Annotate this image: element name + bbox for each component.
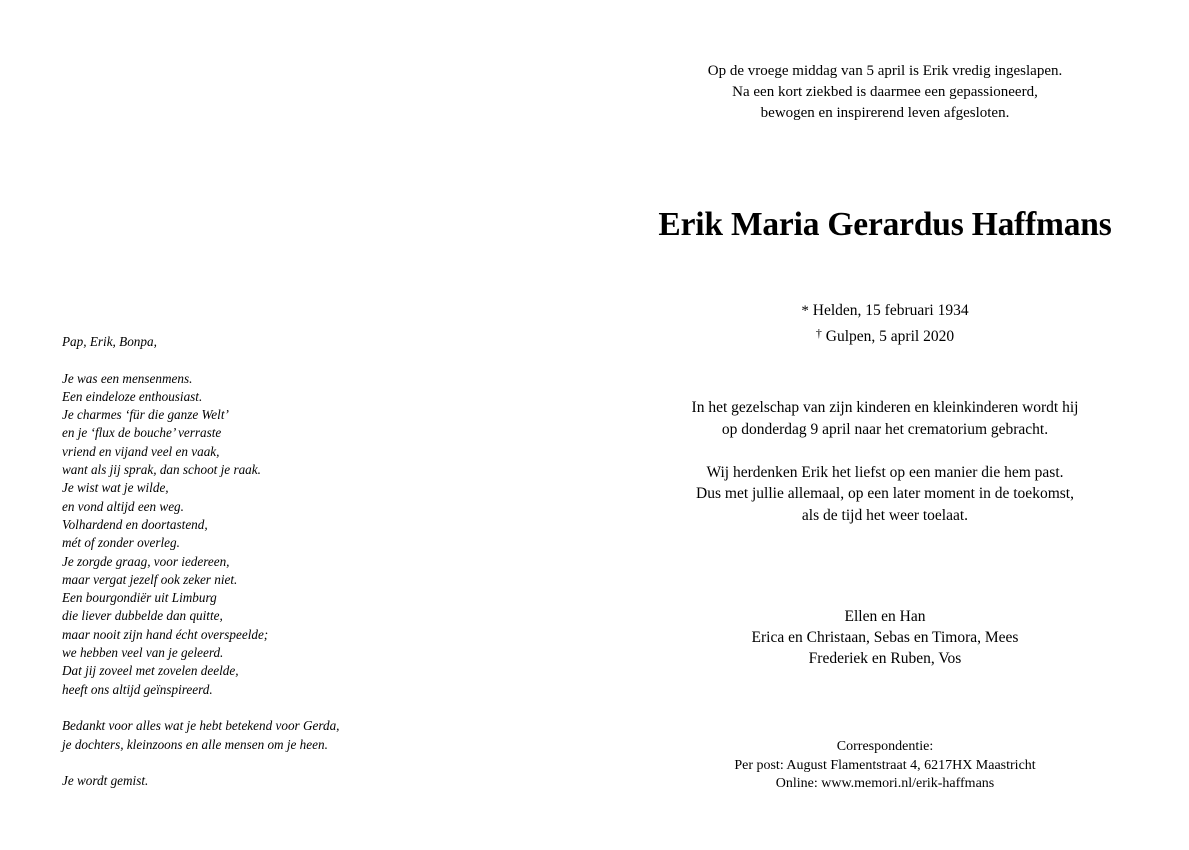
birth-date: Helden, 15 februari 1934 — [812, 302, 969, 319]
announcement-line: In het gezelschap van zijn kinderen en kleinkinderen wordt hij — [691, 399, 1079, 416]
poem-line: Dat jij zoveel met zovelen deelde, — [62, 663, 239, 679]
intro-line: Op de vroege middag van 5 april is Erik vredig ingeslapen. — [707, 63, 1063, 79]
poem — [62, 333, 482, 790]
poem-line: en je ‘flux de bouche’ verraste — [62, 425, 222, 441]
correspondence-post: Per post: August Flamentstraat 4, 6217HX Maastricht — [734, 757, 1036, 773]
death-date: Gulpen, 5 april 2020 — [825, 327, 955, 345]
announcement-line: Wij herdenken Erik het liefst op een manier die hem past. — [706, 463, 1064, 481]
family-line: Ellen en Han — [844, 608, 926, 625]
poem-line: want als jij sprak, dan schoot je raak. — [62, 462, 261, 478]
correspondence-heading: Correspondentie: — [836, 739, 934, 754]
poem-line: Je was een mensenmens. — [62, 370, 193, 386]
poem-line: Je wist wat je wilde, — [62, 480, 169, 496]
poem-line: heeft ons altijd geïnspireerd. — [62, 681, 213, 697]
poem-stanza-main — [62, 370, 482, 699]
poem-line: Je zorgde graag, voor iedereen, — [62, 553, 230, 569]
deceased-name: Erik Maria Gerardus Haffmans — [658, 206, 1112, 243]
correspondence — [605, 738, 1165, 794]
life-dates — [605, 300, 1165, 347]
announcement-line: als de tijd het weer toelaat. — [801, 506, 969, 524]
birth-symbol: * — [801, 303, 809, 319]
poem-salutation: Pap, Erik, Bonpa, — [62, 334, 157, 349]
poem-stanza-thanks — [62, 717, 482, 754]
poem-line: we hebben veel van je geleerd. — [62, 645, 224, 661]
intro-text — [605, 61, 1165, 124]
poem-line: Een bourgondiër uit Limburg — [62, 590, 217, 606]
intro-line: bewogen en inspirerend leven afgesloten. — [760, 105, 1010, 121]
family-line: Frederiek en Ruben, Vos — [808, 650, 962, 667]
death-symbol: † — [815, 325, 822, 340]
poem-line: maar nooit zijn hand écht overspeelde; — [62, 626, 269, 642]
announcement-line: Dus met jullie allemaal, op een later moment in de toekomst, — [696, 485, 1074, 502]
family-names — [605, 606, 1165, 669]
poem-line: Bedankt voor alles wat je hebt betekend voor Gerda, — [62, 718, 340, 734]
announcement-paragraph-2 — [605, 462, 1165, 527]
correspondence-online[interactable]: Online: www.memori.nl/erik-haffmans — [775, 776, 995, 791]
poem-line: en vond altijd een weg. — [62, 498, 184, 514]
announcement — [605, 397, 1165, 526]
poem-line: je dochters, kleinzoons en alle mensen om je heen. — [62, 736, 328, 752]
poem-line: Volhardend en doortastend, — [62, 516, 208, 532]
intro-line: Na een kort ziekbed is daarmee een gepassioneerd, — [732, 84, 1038, 100]
poem-line: mét of zonder overleg. — [62, 535, 180, 551]
poem-line: die liever dubbelde dan quitte, — [62, 608, 223, 624]
poem-line: Je charmes ‘für die ganze Welt’ — [62, 407, 229, 423]
poem-closing: Je wordt gemist. — [62, 773, 149, 789]
poem-line: Een eindeloze enthousiast. — [62, 388, 203, 404]
announcement-line: op donderdag 9 april naar het crematorium gebracht. — [721, 420, 1049, 438]
poem-line: maar vergat jezelf ook zeker niet. — [62, 571, 238, 587]
poem-line: vriend en vijand veel en vaak, — [62, 443, 220, 459]
death-line — [605, 323, 1165, 348]
announcement-paragraph-1 — [605, 397, 1165, 440]
birth-line — [605, 300, 1165, 323]
family-line: Erica en Christaan, Sebas en Timora, Mees — [751, 629, 1019, 646]
